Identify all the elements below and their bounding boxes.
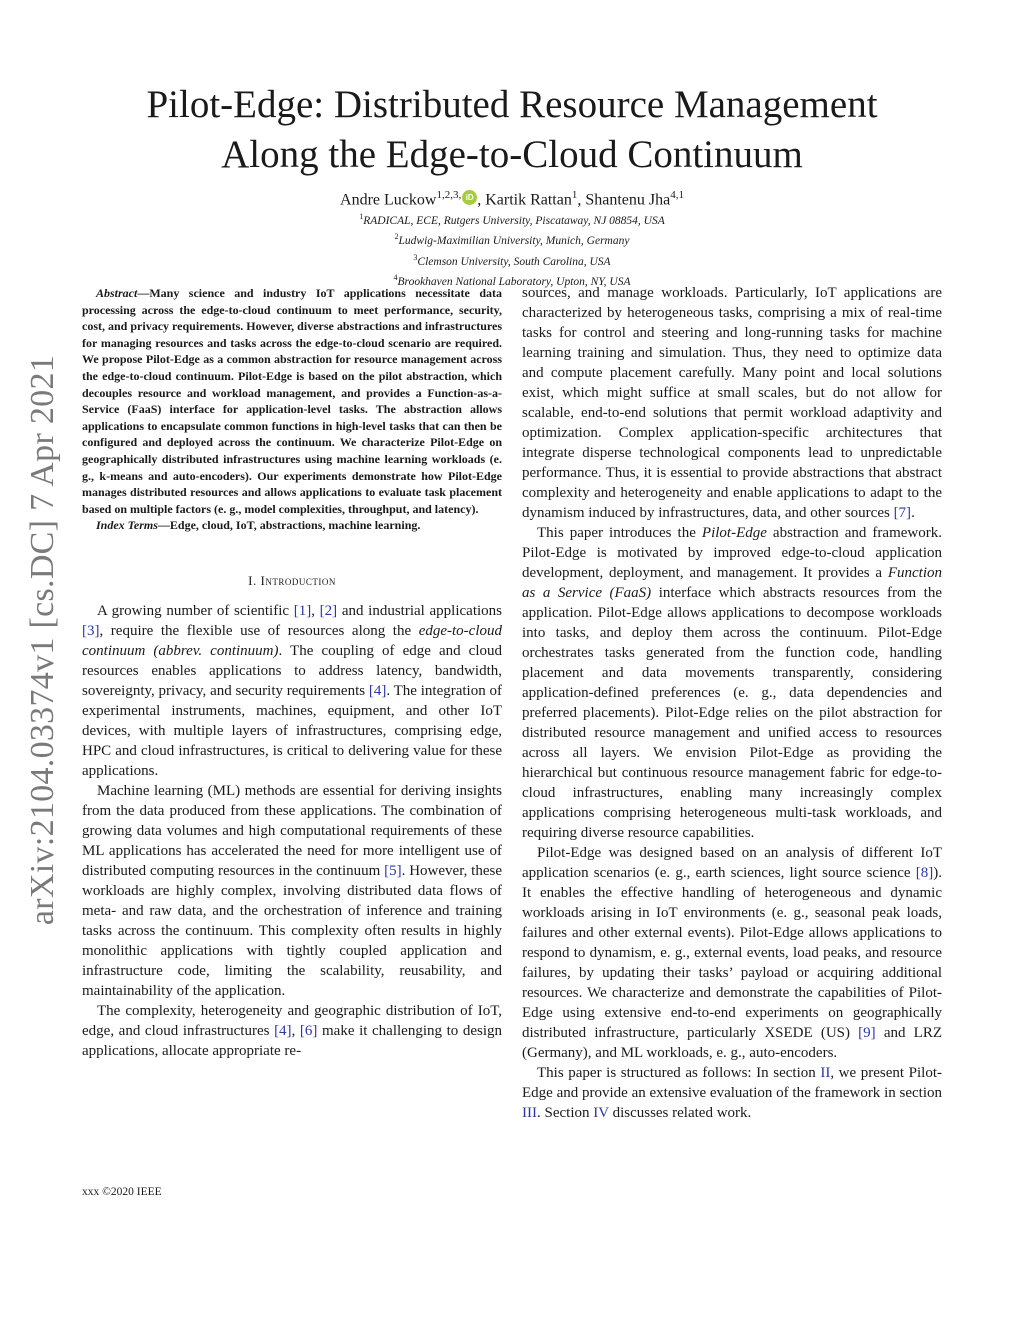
text-run: sources, and manage workloads. Particularly, IoT applications are characterized by heterogeneous tasks, comprising a mix of real-time tasks for control and steering and long-running tasks for machine learning training and simulation. Thus, they need to optimize data and compute placement carefully. Many point and local solutions exist, which might suffice at small scales, but do not allow for scalable, end-to-end solutions that permit workload adaptivity and optimization. Complex application-specific architectures that integrate disperse technological components lead to unpredictable performance. Thus, it is essential to provide abstractions that abstract complexity and heterogeneity and enable applications to adapt to the dynamism induced by infrastructures, data, and other sources: [522, 285, 942, 521]
intro-paragraph-4: [522, 283, 942, 523]
text-run: . The integration of experimental instruments, machines, equipment, and other IoT devices, with multiple layers of infrastructures, comprising edge, HPC and cloud infrastructures, is critical to delivering value for these applications.: [82, 682, 502, 779]
section-link[interactable]: III: [522, 1105, 537, 1121]
intro-paragraph-6: [522, 843, 942, 1063]
text-run: and industrial applications: [337, 602, 502, 619]
affiliation-list: [0, 209, 1024, 290]
text-run: abstraction and framework. Pilot-Edge is motivated by improved edge-to-cloud application development, deployment, and management. It provides a: [522, 525, 942, 581]
title-line-1: Pilot-Edge: Distributed Resource Management: [146, 83, 878, 126]
author-list: Andre Luckow$^{1,2,3,}$ iD , Kartik Rattan$^1$, Shantenu Jha$^{4,1}$: [340, 189, 684, 209]
affil-number: 2: [394, 232, 399, 242]
affil-number: 3: [413, 252, 418, 262]
text-run: ). It enables the effective handling of heterogeneous and dynamic workloads arising in IoT environments (e. g., seasonal peak loads, failures and other external events). Pilot-Edge allows applications to respond to dynamism, e. g., external events, load peaks, and resource failures, by updating their tasks’ payload or acquiring additional resources. We characterize and demonstrate the capabilities of Pilot-Edge using extensive end-to-end experiments on geographically distributed infrastructure, particularly XSEDE (US): [522, 865, 942, 1041]
citation-link[interactable]: [6]: [299, 1022, 318, 1039]
abstract: [82, 285, 502, 534]
text-run: , we present Pilot-Edge and provide an extensive evaluation of the framework in section: [522, 1065, 942, 1101]
orcid-icon[interactable]: iD: [462, 190, 477, 205]
affiliation-line: [0, 209, 1024, 229]
emphasis-term: Function as a Service (FaaS): [522, 565, 942, 601]
affil-text: Clemson University, South Carolina, USA: [417, 255, 611, 268]
text-run: discusses related work.: [608, 1105, 752, 1121]
author-name: Shantenu Jha: [585, 191, 671, 209]
citation-link[interactable]: [9]: [858, 1025, 876, 1041]
section-heading-introduction: [82, 571, 502, 591]
copyright-footer: xxx ©2020 IEEE: [82, 1186, 162, 1198]
left-column: [82, 285, 502, 1061]
text-run: . The coupling of edge and cloud resources enables applications to address latency, bandwidth, sovereignty, privacy, and security requirements: [82, 642, 502, 699]
affil-text: Ludwig-Maximilian University, Munich, Germany: [398, 235, 630, 248]
text-run: The complexity, heterogeneity and geographic distribution of IoT, edge, and cloud infrastructures: [82, 1002, 502, 1039]
text-run: ,: [311, 602, 320, 619]
intro-paragraph-7: [522, 1063, 942, 1123]
intro-paragraph-1: [82, 601, 502, 781]
text-run: Machine learning (ML) methods are essential for deriving insights from the data produced from these applications. The combination of growing data volumes and high computational requirements of these ML applications has accelerated the need for more intelligent use of distributed computing resources in the continuum: [82, 782, 502, 879]
text-run: A growing number of scientific: [97, 602, 294, 619]
citation-link[interactable]: [1]: [293, 602, 312, 619]
text-run: This paper is structured as follows: In section: [537, 1065, 821, 1081]
author-affil-marker: 1: [571, 189, 578, 201]
author-affil-marker: 1,2,3,: [436, 189, 462, 201]
text-run: and LRZ (Germany), and ML workloads, e. g., auto-encoders.: [522, 1025, 942, 1061]
index-terms-label: Index Terms: [96, 518, 158, 533]
citation-link[interactable]: [8]: [915, 865, 934, 881]
affil-number: 4: [393, 272, 398, 282]
text-run: make it challenging to design applications, allocate appropriate re-: [82, 1022, 502, 1059]
text-run: ,: [291, 1022, 300, 1039]
citation-link[interactable]: [5]: [384, 862, 402, 879]
emphasis-term: edge-to-cloud continuum (abbrev. continuum): [82, 622, 502, 659]
author-name: Kartik Rattan: [485, 191, 572, 209]
title-line-2: Along the Edge-to-Cloud Continuum: [221, 133, 803, 176]
citation-link[interactable]: [4]: [368, 682, 387, 699]
affil-text: Brookhaven National Laboratory, Upton, NY, USA: [397, 275, 631, 288]
author-name: Andre Luckow: [340, 191, 437, 209]
text-run: , require the flexible use of resources along the: [99, 622, 419, 639]
citation-link[interactable]: [3]: [82, 622, 100, 639]
text-run: .: [911, 505, 915, 521]
citation-link[interactable]: [4]: [274, 1022, 292, 1039]
text-run: . However, these workloads are highly complex, involving distributed data flows of meta- and raw data, and the orchestration of inference and training tasks across the continuum. This complexity often results in highly monolithic applications with tightly coupled application and infrastructure code, limiting the scalability, reusability, and maintainability of the application.: [82, 862, 502, 999]
emphasis-term: Pilot-Edge: [701, 525, 767, 541]
affil-text: RADICAL, ECE, Rutgers University, Piscataway, NJ 08854, USA: [363, 214, 665, 227]
intro-paragraph-5: [522, 523, 942, 843]
text-run: Pilot-Edge was designed based on an analysis of different IoT application scenarios (e. g., earth sciences, light source science: [522, 845, 942, 881]
intro-paragraph-3: [82, 1001, 502, 1061]
abstract-text: —Many science and industry IoT applications necessitate data processing across the edge-to-cloud continuum to meet performance, security, cost, and privacy requirements. However, diverse abstractions and infrastructures for managing resources and tasks across the edge-to-cloud scenario are required. We propose Pilot-Edge as a common abstraction for resource management across the edge-to-cloud continuum. Pilot-Edge is based on the pilot abstraction, which decouples resource and workload management, and provides a Function-as-a-Service (FaaS) interface for application-level tasks. The abstraction allows applications to encapsulate common functions in high-level tasks that can then be configured and deployed across the continuum. We characterize Pilot-Edge on geographically distributed infrastructures using machine learning workloads (e. g., k-means and auto-encoders). Our experiments demonstrate how Pilot-Edge manages distributed resources and allows applications to evaluate task placement based on multiple factors (e. g., model complexities, throughput, and latency).: [82, 286, 502, 516]
index-terms-text: —Edge, cloud, IoT, abstractions, machine learning.: [157, 518, 421, 533]
text-run: . Section: [537, 1105, 594, 1121]
section-link[interactable]: II: [820, 1065, 831, 1081]
author-affil-marker: 4,1: [670, 189, 684, 201]
arxiv-identifier: arXiv:2104.03374v1 [cs.DC] 7 Apr 2021: [24, 354, 61, 926]
paper-title: [0, 80, 1024, 180]
affiliation-line: [0, 250, 1024, 270]
section-title: Introduction: [260, 572, 336, 588]
affil-number: 1: [359, 212, 364, 221]
text-run: This paper introduces the: [537, 525, 702, 541]
citation-link[interactable]: [2]: [319, 602, 338, 619]
section-link[interactable]: IV: [593, 1105, 609, 1121]
affiliation-line: [0, 229, 1024, 249]
section-number: I.: [248, 572, 257, 588]
right-column: [522, 283, 942, 1123]
text-run: interface which abstracts resources from the application. Pilot-Edge allows applications to decompose workloads into tasks, and deploy them across the continuum. Pilot-Edge orchestrates tasks generated from the function code, handling placement and data movements transparently, considering application-defined preferences (e. g., data dependencies and preferred placements). Pilot-Edge relies on the pilot abstraction for distributed resource management and unified access to resources across all layers. We envision Pilot-Edge as providing the hierarchical but continuous resource management fabric for edge-to-cloud infrastructures, enabling many increasingly complex applications comprising heterogeneous multi-task workloads, and requiring diverse resource capabilities.: [522, 585, 942, 841]
abstract-label: Abstract: [96, 286, 138, 300]
intro-paragraph-2: [82, 781, 502, 1001]
citation-link[interactable]: [7]: [893, 505, 912, 521]
